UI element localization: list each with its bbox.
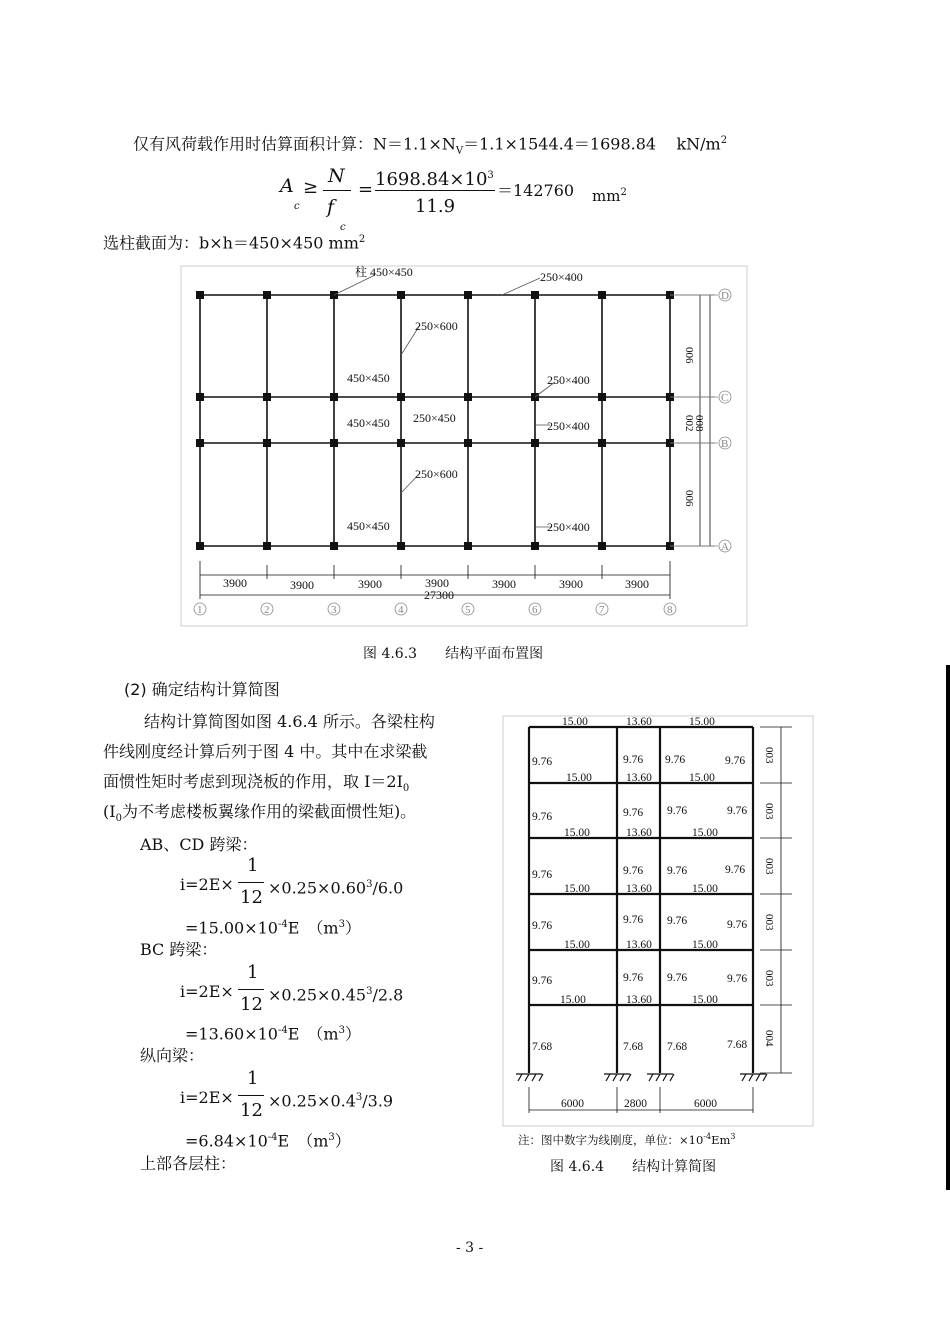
area-result: ＝142760 bbox=[497, 181, 575, 200]
col-c-3: 9.76 bbox=[667, 865, 688, 877]
long-heading: 纵向梁： bbox=[140, 1046, 205, 1065]
ab-res-3: ） bbox=[344, 918, 361, 938]
frame-span-dims bbox=[561, 1098, 717, 1110]
col-a-4: 9.76 bbox=[532, 811, 553, 823]
ab-post-2: /6.0 bbox=[372, 878, 404, 898]
area-frac-line-2 bbox=[375, 190, 495, 191]
ab-res-sup: -4 bbox=[277, 919, 288, 930]
ab-frac-line bbox=[238, 882, 264, 883]
long-post-2: /3.9 bbox=[362, 1091, 394, 1111]
bc-post-sup: 3 bbox=[366, 986, 373, 997]
area-eq: = bbox=[358, 179, 374, 200]
upper-columns-heading: 上部各层柱： bbox=[140, 1154, 237, 1173]
long-post-sup: 3 bbox=[355, 1092, 363, 1103]
plan-vdim-4: 006 bbox=[683, 490, 695, 507]
plan-label-b8: 250×600 bbox=[415, 467, 458, 481]
area-num: N bbox=[328, 165, 345, 187]
axis-number-8: 8 bbox=[667, 604, 673, 616]
area-unit-text: mm bbox=[592, 187, 621, 205]
beam-bc-4: 13.60 bbox=[626, 883, 652, 895]
para-line-4b: 为不考虑楼板翼缘作用的梁截面惯性矩)。 bbox=[121, 802, 417, 821]
long-res: =6.84×10 bbox=[185, 1131, 268, 1151]
plan-vdim-1: 006 bbox=[683, 347, 695, 364]
beam-bc-3: 13.60 bbox=[626, 827, 652, 839]
frame-supports bbox=[516, 1074, 767, 1081]
col-b-4: 9.76 bbox=[623, 807, 644, 819]
col-b-5: 9.76 bbox=[623, 754, 644, 766]
ab-post-sup: 3 bbox=[366, 879, 373, 890]
para-line-3-text: 面惯性矩时考虑到现浇板的作用，取 I＝2I bbox=[103, 772, 403, 791]
plan-axis-numbers bbox=[194, 603, 676, 616]
axis-number-2: 2 bbox=[264, 604, 270, 616]
frame-span-cd: 6000 bbox=[694, 1098, 717, 1110]
section-title: (2) 确定结构计算简图 bbox=[124, 680, 280, 699]
col-c-1: 9.76 bbox=[667, 972, 688, 984]
area-num2-text: 1698.84×10 bbox=[375, 169, 488, 190]
ab-res-sup-2: 3 bbox=[338, 919, 345, 930]
line1-prefix: 仅有风荷载作用时估算面积计算：N＝1.1×N bbox=[133, 134, 456, 154]
axis-number-5: 5 bbox=[465, 604, 471, 616]
line1-unit: kN/m bbox=[676, 134, 721, 154]
col-b-2: 9.76 bbox=[623, 914, 644, 926]
bc-post-text: ×0.25×0.45 bbox=[268, 985, 367, 1005]
frame-span-ab: 6000 bbox=[561, 1098, 584, 1110]
story-height-2: 003 bbox=[763, 970, 775, 987]
col-d-2: 9.76 bbox=[727, 919, 748, 931]
bc-res-sup: -4 bbox=[277, 1025, 288, 1036]
line1-rest: ＝1.1×1544.4＝1698.84 bbox=[463, 134, 657, 154]
area-unit-sup: 2 bbox=[620, 187, 627, 198]
col-d-g: 7.68 bbox=[727, 1039, 748, 1051]
beam-cd-3: 15.00 bbox=[692, 827, 718, 839]
bc-frac-num: 1 bbox=[247, 962, 259, 983]
col-c-2: 9.76 bbox=[667, 915, 688, 927]
beam-ab-5: 15.00 bbox=[564, 939, 590, 951]
story-height-3: 003 bbox=[763, 914, 775, 931]
structural-plan-figure bbox=[180, 265, 748, 627]
beam-cd-2: 15.00 bbox=[689, 772, 715, 784]
area-lhs: A bbox=[280, 175, 294, 197]
area-num2 bbox=[375, 166, 494, 190]
beam-ab-3: 15.00 bbox=[564, 827, 590, 839]
col-a-2: 9.76 bbox=[532, 920, 553, 932]
frame-note-sup-2: 3 bbox=[730, 1132, 736, 1141]
column-choice-text: 选柱截面为：b×h＝450×450 mm bbox=[103, 233, 359, 253]
frame-caption: 图 4.6.4 结构计算简图 bbox=[550, 1159, 717, 1175]
bc-frac-line bbox=[238, 989, 264, 990]
long-frac-den: 12 bbox=[240, 1100, 263, 1121]
beam-bc-5: 13.60 bbox=[626, 939, 652, 951]
ab-post bbox=[268, 875, 403, 898]
long-res-3: ） bbox=[334, 1131, 351, 1151]
axis-letter-d: D bbox=[721, 290, 729, 302]
beam-cd-4: 15.00 bbox=[692, 883, 718, 895]
area-den-sub: c bbox=[340, 222, 346, 233]
col-b-3: 9.76 bbox=[623, 865, 644, 877]
plan-label-b9: 450×450 bbox=[347, 519, 390, 533]
beam-cd-6: 15.00 bbox=[692, 994, 718, 1006]
col-d-1: 9.76 bbox=[727, 973, 748, 985]
bc-res-2: E （m bbox=[287, 1024, 339, 1044]
long-res-2: E （m bbox=[277, 1131, 329, 1151]
page-edge-bar bbox=[946, 665, 950, 1190]
beam-bc-2: 13.60 bbox=[626, 772, 652, 784]
col-a-1: 9.76 bbox=[532, 975, 553, 987]
bc-post-2: /2.8 bbox=[372, 985, 404, 1005]
line1-unit-sup: 2 bbox=[720, 135, 728, 146]
plan-label-b1: 250×400 bbox=[540, 270, 583, 284]
axis-letter-c: C bbox=[721, 392, 729, 404]
axis-letter-a: A bbox=[721, 541, 729, 553]
ab-res-2: E （m bbox=[287, 918, 339, 938]
plan-vdims bbox=[683, 347, 705, 507]
ab-frac-num: 1 bbox=[247, 855, 259, 876]
plan-span-6: 3900 bbox=[559, 577, 583, 591]
long-post bbox=[268, 1088, 393, 1111]
frame-note-text: 注：图中数字为线刚度，单位：×10 bbox=[518, 1132, 704, 1147]
bc-heading: BC 跨梁： bbox=[140, 940, 218, 959]
frame-diagram bbox=[502, 715, 814, 1127]
para-line-4a: (I bbox=[103, 802, 116, 821]
area-unit bbox=[592, 183, 627, 206]
long-res-sup: -4 bbox=[267, 1132, 278, 1143]
beam-ab-1: 15.00 bbox=[562, 716, 588, 728]
page-number: - 3 - bbox=[456, 1240, 484, 1256]
area-lhs-sub: c bbox=[294, 201, 300, 212]
plan-span-5: 3900 bbox=[492, 577, 516, 591]
long-frac-line bbox=[238, 1095, 264, 1096]
bc-pre: i=2E× bbox=[180, 982, 234, 1001]
para-line-1: 结构计算简图如图 4.6.4 所示。各梁柱构 bbox=[144, 712, 435, 731]
para-line-3 bbox=[103, 772, 409, 799]
bc-result bbox=[185, 1021, 361, 1044]
long-res-sup-2: 3 bbox=[328, 1132, 335, 1143]
para-line-3-sub: 0 bbox=[402, 783, 410, 795]
frame-story-heights bbox=[763, 747, 775, 1047]
plan-total: 27300 bbox=[424, 588, 454, 602]
column-choice bbox=[103, 230, 365, 253]
line1-sub: V bbox=[455, 145, 464, 157]
beam-ab-4: 15.00 bbox=[564, 883, 590, 895]
area-den: f bbox=[327, 196, 335, 218]
col-b-1: 9.76 bbox=[623, 972, 644, 984]
ab-heading: AB、CD 跨梁： bbox=[140, 835, 258, 854]
beam-bc-6: 13.60 bbox=[626, 994, 652, 1006]
plan-label-b5: 450×450 bbox=[347, 416, 390, 430]
beam-ab-6: 15.00 bbox=[560, 994, 586, 1006]
plan-span-1: 3900 bbox=[223, 576, 247, 590]
col-c-g: 7.68 bbox=[667, 1041, 688, 1053]
axis-letter-b: B bbox=[721, 438, 729, 450]
plan-label-b7: 250×400 bbox=[547, 419, 590, 433]
col-a-3: 9.76 bbox=[532, 869, 553, 881]
frame-column-values bbox=[532, 754, 747, 1053]
area-frac-line-1 bbox=[323, 190, 351, 191]
bc-res: =13.60×10 bbox=[185, 1024, 278, 1044]
frame-note bbox=[518, 1127, 735, 1150]
plan-span-dims bbox=[223, 576, 649, 602]
long-result bbox=[185, 1128, 351, 1151]
ab-res: =15.00×10 bbox=[185, 918, 278, 938]
col-a-g: 7.68 bbox=[532, 1041, 553, 1053]
plan-span-4: 3900 bbox=[425, 576, 449, 590]
bc-post bbox=[268, 982, 403, 1005]
para-line-2: 件线刚度经计算后列于图 4 中。其中在求梁截 bbox=[103, 742, 428, 761]
ab-frac-den: 12 bbox=[240, 887, 263, 908]
col-a-5: 9.76 bbox=[532, 756, 553, 768]
bc-res-sup-2: 3 bbox=[338, 1025, 345, 1036]
plan-leader-lines bbox=[334, 275, 555, 527]
area-den2: 11.9 bbox=[415, 196, 456, 217]
bc-frac-den: 12 bbox=[240, 994, 263, 1015]
frame-right-dims bbox=[760, 727, 792, 1073]
col-d-3: 9.76 bbox=[725, 864, 746, 876]
col-c-5: 9.76 bbox=[665, 754, 686, 766]
beam-cd-1: 15.00 bbox=[689, 716, 715, 728]
plan-span-2: 3900 bbox=[290, 578, 314, 592]
col-d-4: 9.76 bbox=[727, 805, 748, 817]
wind-load-line bbox=[133, 131, 727, 162]
beam-cd-5: 15.00 bbox=[692, 939, 718, 951]
plan-label-b4: 250×400 bbox=[547, 373, 590, 387]
story-height-6: 003 bbox=[763, 747, 775, 764]
plan-vdim-2: 002 bbox=[683, 415, 695, 432]
plan-caption: 图 4.6.3 结构平面布置图 bbox=[363, 646, 544, 662]
axis-number-7: 7 bbox=[599, 604, 605, 616]
plan-span-3: 3900 bbox=[358, 577, 382, 591]
story-height-1: 004 bbox=[763, 1030, 775, 1047]
plan-label-b6: 250×450 bbox=[413, 411, 456, 425]
story-height-5: 003 bbox=[763, 803, 775, 820]
ab-post-text: ×0.25×0.60 bbox=[268, 878, 367, 898]
long-frac-num: 1 bbox=[247, 1068, 259, 1089]
plan-label-b2: 250×600 bbox=[415, 319, 458, 333]
para-line-4 bbox=[103, 802, 416, 829]
beam-bc-1: 13.60 bbox=[626, 716, 652, 728]
beam-ab-2: 15.00 bbox=[566, 772, 592, 784]
frame-note-2: Em bbox=[711, 1132, 731, 1147]
plan-vdim-3: 008 bbox=[693, 415, 705, 432]
plan-label-b3: 450×450 bbox=[347, 371, 390, 385]
long-pre: i=2E× bbox=[180, 1088, 234, 1107]
para-line-4-sub: 0 bbox=[115, 813, 122, 825]
column-choice-sup: 2 bbox=[358, 234, 366, 245]
plan-label-b10: 250×400 bbox=[547, 520, 590, 534]
axis-number-4: 4 bbox=[398, 604, 404, 616]
area-num2-sup: 3 bbox=[487, 170, 494, 181]
frame-note-sup: -4 bbox=[703, 1132, 712, 1141]
col-c-4: 9.76 bbox=[667, 805, 688, 817]
bc-res-3: ） bbox=[344, 1024, 361, 1044]
axis-number-1: 1 bbox=[197, 604, 203, 616]
ab-result bbox=[185, 915, 361, 938]
plan-label-column: 柱 450×450 bbox=[355, 265, 413, 279]
long-post-text: ×0.25×0.4 bbox=[268, 1091, 356, 1111]
col-b-g: 7.68 bbox=[623, 1041, 644, 1053]
axis-number-6: 6 bbox=[532, 604, 538, 616]
col-d-5: 9.76 bbox=[725, 755, 746, 767]
area-geq: ≥ bbox=[303, 177, 319, 198]
plan-span-7: 3900 bbox=[625, 577, 649, 591]
frame-span-bc: 2800 bbox=[624, 1098, 647, 1110]
axis-number-3: 3 bbox=[331, 604, 337, 616]
story-height-4: 003 bbox=[763, 858, 775, 875]
ab-pre: i=2E× bbox=[180, 875, 234, 894]
